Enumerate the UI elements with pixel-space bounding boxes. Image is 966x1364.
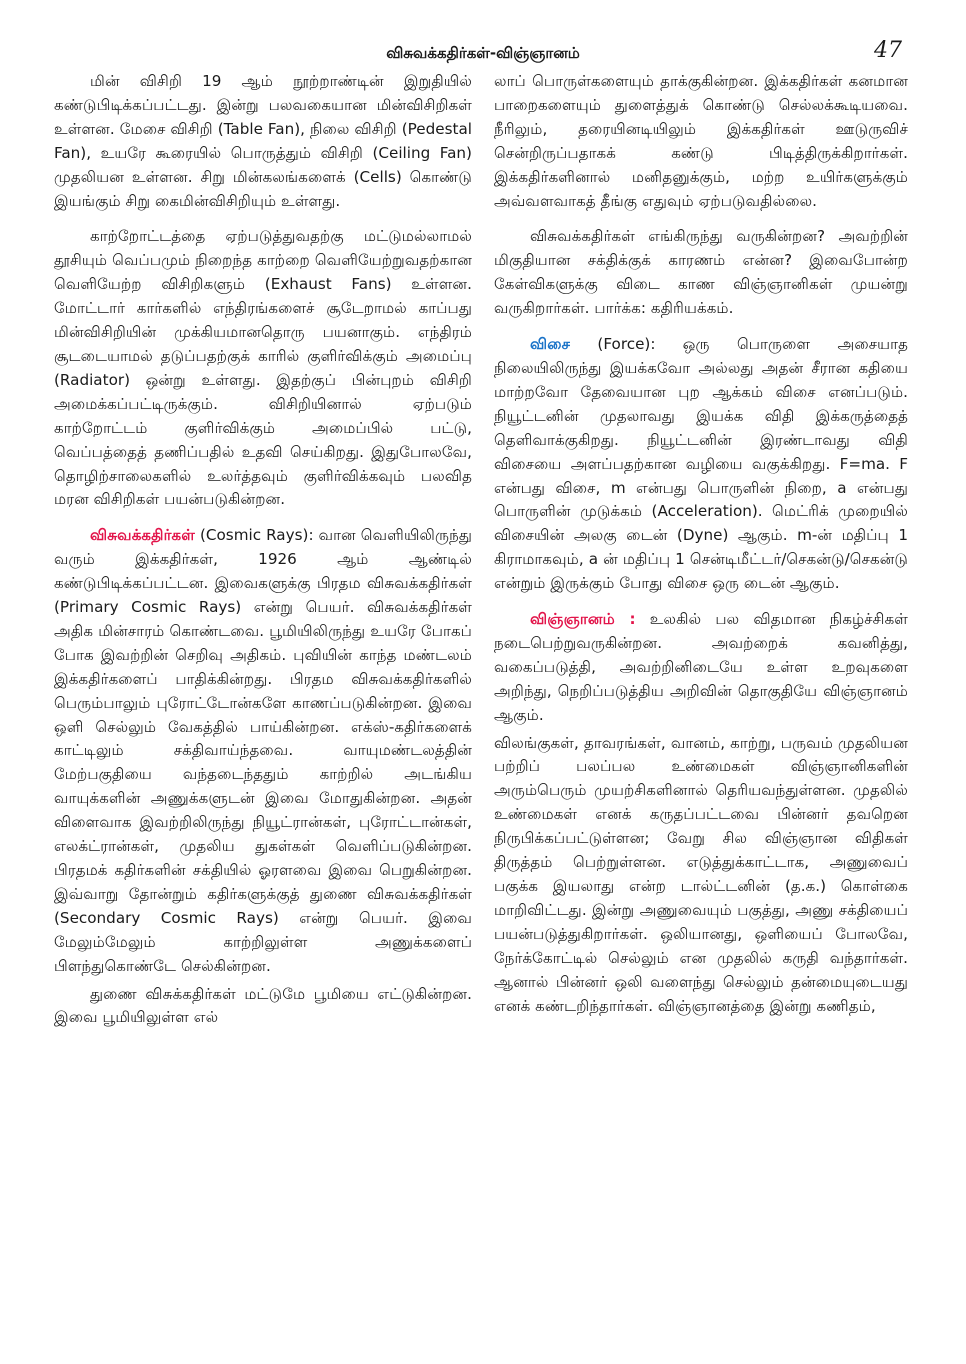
running-title: விசுவக்கதிர்கள்-விஞ்ஞானம் bbox=[386, 44, 580, 62]
left-column bbox=[54, 70, 472, 1350]
paragraph-science-examples bbox=[494, 732, 908, 1019]
paragraph-text: உலகில் பல விதமான நிகழ்ச்சிகள் நடைபெற்றுவருகின்றன. அவற்றைக் கவனித்து, வகைப்படுத்தி, அவற்றினிடையே உள்ள உறவுகளை அறிந்து, நெறிப்படுத்திய அறிவின் தொகுதியே விஞ்ஞானம் ஆகும். bbox=[494, 610, 908, 724]
paragraph-text: மின் விசிறி 19 ஆம் நூற்றாண்டின் இறுதியில் கண்டுபிடிக்கப்பட்டது. இன்று பலவகையான மின்விசிறிகள் உள்ளன. மேசை விசிறி (Table Fan), நிலை விசிறி (Pedestal Fan), உயரே கூரையில் பொருத்தும் விசிறி (Ceiling Fan) முதலியன உள்ளன. சிறு மின்கலங்களைக் (Cells) கொண்டு இயங்கும் சிறு கைமின்விசிறியும் உள்ளது. bbox=[54, 72, 472, 210]
entry-heading: விஞ்ஞானம் : bbox=[530, 610, 636, 629]
paragraph-text: (Force): ஒரு பொருளை அசையாத நிலையிலிருந்து இயக்கவோ அல்லது அதன் சீரான கதியை மாற்றவோ தேவையான புற ஆக்கம் விசை எனப்படும். நியூட்டனின் முதலாவது இயக்க விதி இக்கருத்தைத் தெளிவாக்குகிறது. நியூட்டனின் இரண்டாவது விதி விசையை அளப்பதற்கான வழியை வகுக்கிறது. F=ma. F என்பது விசை, m என்பது பொருளின் நிறை, a என்பது பொருளின் முடுக்கம் (Acceleration). மெட்ரிக் முறையில் விசையின் அலகு டைன் (Dyne) ஆகும். m-ன் மதிப்பு 1 கிராமாகவும், a ன் மதிப்பு 1 சென்டிமீட்டர்/செகன்டு/செகன்டு என்றும் இருக்கும் போது விசை ஒரு டைன் ஆகும். bbox=[494, 335, 908, 593]
entry-cosmic-rays bbox=[54, 524, 472, 978]
paragraph-text: (Cosmic Rays): வான வெளியிலிருந்து வரும் இக்கதிர்கள், 1926 ஆம் ஆண்டில் கண்டுபிடிக்கப்பட்டன. இவைகளுக்கு பிரதம விசுவக்கதிர்கள் (Primary Cosmic Rays) என்று பெயர். விசுவக்கதிர்கள் அதிக மின்சாரம் கொண்டவை. பூமியிலிருந்து உயரே போகப் போக இவற்றின் செறிவு அதிகம். புவியின் காந்த மண்டலம் இக்கதிர்களைப் பாதிக்கின்றது. பிரதம விசுவக்கதிர்களில் பெரும்பாலும் புரோட்டோன்களே காணப்படுகின்றன. இவை ஒளி செல்லும் வேகத்தில் பாய்கின்றன. எக்ஸ்-கதிர்களைக் காட்டிலும் சக்திவாய்ந்தவை. வாயுமண்டலத்தின் மேற்பகுதியை வந்தடைந்ததும் காற்றில் அடங்கிய வாயுக்களின் அணுக்களுடன் இவை மோதுகின்றன. அதன் விளைவாக இவற்றிலிருந்து நியூட்ரான்கள், புரோட்டான்கள், எலக்ட்ரான்கள், முதலிய துகள்கள் வெளிப்படுகின்றன. பிரதமக் கதிர்களின் சக்தியில் ஓரளவை இவை பெறுகின்றன. இவ்வாறு தோன்றும் கதிர்களுக்குத் துணை விசுவக்கதிர்கள் (Secondary Cosmic Rays) என்று பெயர். இவை மேலும்மேலும் காற்றிலுள்ள அணுக்களைப் பிளந்துகொண்டே செல்கின்றன. bbox=[54, 526, 472, 975]
page-number: 47 bbox=[874, 38, 902, 63]
paragraph-text: லாப் பொருள்களையும் தாக்குகின்றன. இக்கதிர்கள் கனமான பாறைகளையும் துளைத்துக் கொண்டு செல்லக்கூடியவை. நீரிலும், தரையினடியிலும் இக்கதிர்கள் ஊடுருவிச் சென்றிருப்பதாகக் கண்டு பிடித்திருக்கிறார்கள். இக்கதிர்களினால் மனிதனுக்கும், மற்ற உயிர்களுக்கும் அவ்வளவாகத் தீங்கு எதுவும் ஏற்படுவதில்லை. bbox=[494, 72, 908, 210]
page-header bbox=[0, 38, 966, 72]
entry-heading: விசுவக்கதிர்கள் bbox=[90, 526, 195, 545]
paragraph-continued bbox=[494, 70, 908, 213]
paragraph-text: விலங்குகள், தாவரங்கள், வானம், காற்று, பருவம் முதலியன பற்றிப் பலப்பல உண்மைகள் விஞ்ஞானிகளின் அரும்பெரும் முயற்சிகளினால் தெரியவந்துள்ளன. முதலில் உண்மைகள் எனக் கருதப்பட்டவை பின்னர் தவறென நிருபிக்கப்பட்டுள்ளன; வேறு சில விஞ்ஞான விதிகள் திருத்தம் பெற்றுள்ளன. எடுத்துக்காட்டாக, அணுவைப் பகுக்க இயலாது என்ற டால்ட்டனின் (த.க.) கொள்கை மாறிவிட்டது. இன்று அணுவையும் பகுத்து, அணு சக்தியைப் பயன்படுத்துகிறார்கள். ஒலியானது, ஒளியைப் போலவே, நேர்க்கோட்டில் செல்லும் என முதலில் கருதி வந்தார்கள். ஆனால் பின்னர் ஒலி வளைந்து செல்லும் தன்மையுடையது எனக் கண்டறிந்தார்கள். விஞ்ஞானத்தை இன்று கணிதம், bbox=[494, 733, 908, 1015]
entry-force bbox=[494, 333, 908, 596]
paragraph-secondary-rays bbox=[54, 983, 472, 1031]
paragraph-cosmic-origin bbox=[494, 225, 908, 321]
entry-science bbox=[494, 608, 908, 728]
paragraph-fan-types bbox=[54, 70, 472, 213]
paragraph-text: விசுவக்கதிர்கள் எங்கிருந்து வருகின்றன? அவற்றின் மிகுதியான சக்திக்குக் காரணம் என்ன? இவைபோன்ற கேள்விகளுக்கு விடை காண விஞ்ஞானிகள் முயன்று வருகிறார்கள். பார்க்க: கதிரியக்கம். bbox=[494, 227, 908, 318]
entry-heading: விசை bbox=[530, 335, 571, 354]
paragraph-text: துணை விசுக்கதிர்கள் மட்டுமே பூமியை எட்டுகின்றன. இவை பூமியிலுள்ள எல் bbox=[54, 984, 472, 1027]
right-column bbox=[494, 70, 908, 1350]
paragraph-exhaust-fans bbox=[54, 225, 472, 512]
paragraph-text: காற்றோட்டத்தை ஏற்படுத்துவதற்கு மட்டுமல்லாமல் தூசியும் வெப்பமும் நிறைந்த காற்றை வெளியேற்றுவதற்கான வெளியேற்ற விசிறிகளும் (Exhaust Fans) உள்ளன. மோட்டார் கார்களில் எந்திரங்களைச் சூடேறாமல் காப்பது மின்விசிறியின் முக்கியமானதொரு பயனாகும். எந்திரம் சூடடையாமல் தடுப்பதற்குக் காரில் குளிர்விக்கும் அமைப்பு (Radiator) ஒன்று உள்ளது. இதற்குப் பின்புறம் விசிறி அமைக்கப்பட்டிருக்கும். விசிறியினால் ஏற்படும் காற்றோட்டம் குளிர்விக்கும் அமைப்பில் பட்டு, வெப்பத்தைத் தணிப்பதில் உதவி செய்கிறது. இதுபோலவே, தொழிற்சாலைகளில் உலர்த்தவும் குளிர்விக்கவும் பலவித மரன விசிறிகள் பயன்படுகின்றன. bbox=[54, 227, 472, 509]
